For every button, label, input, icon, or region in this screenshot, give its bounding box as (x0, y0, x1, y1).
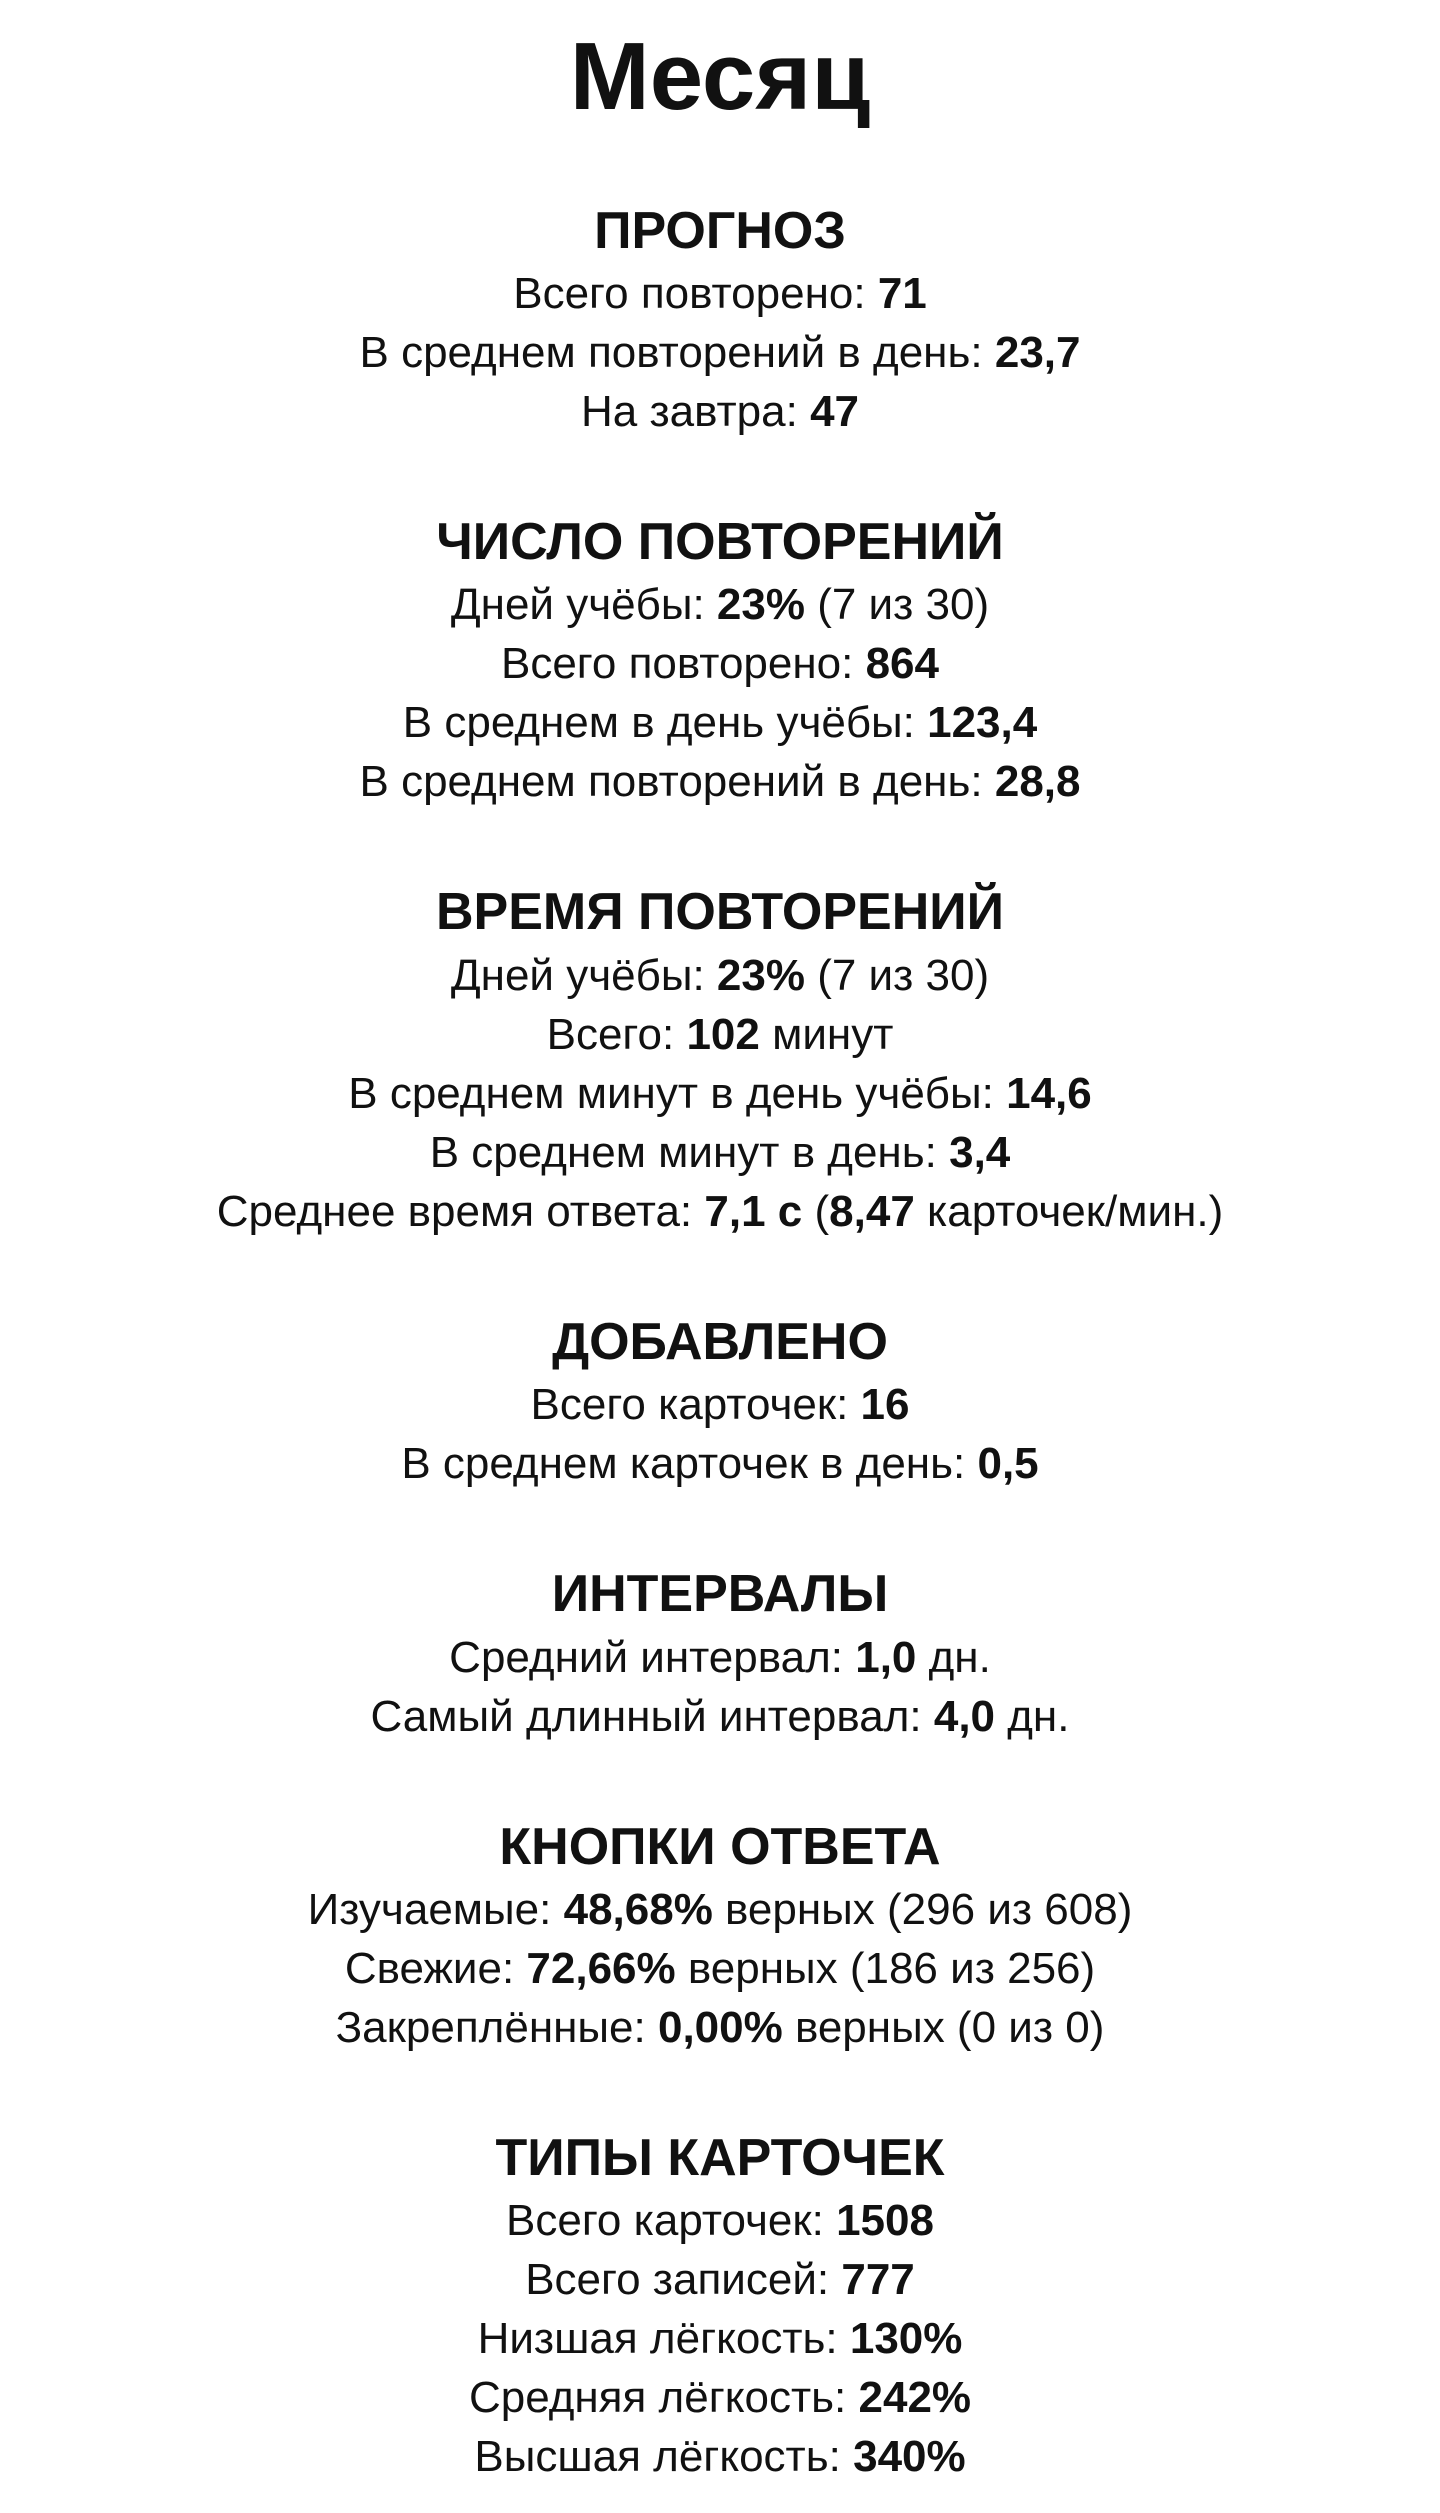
stat-value: 102 (686, 1009, 760, 1059)
stat-line (0, 1880, 1440, 1939)
stat-suffix-secondary: карточек/мин.) (914, 1186, 1224, 1236)
stat-label: В среднем повторений в день: (359, 757, 995, 807)
stat-label: Высшая лёгкость: (474, 2432, 854, 2482)
stat-value: 1,0 (855, 1632, 917, 1682)
stat-label: Всего повторено: (500, 639, 866, 689)
stat-value: 0,00% (657, 2002, 783, 2052)
stat-line (0, 2191, 1440, 2250)
stat-label: На завтра: (580, 386, 811, 436)
stat-suffix: верных (0 из 0) (782, 2002, 1105, 2052)
section-card-types (0, 2127, 1440, 2486)
stat-value: 71 (877, 268, 927, 318)
section-forecast (0, 200, 1440, 441)
stat-label: Средний интервал: (449, 1632, 856, 1682)
stat-value: 777 (841, 2255, 915, 2305)
stat-line (0, 1687, 1440, 1746)
stat-value-secondary: 8,47 (829, 1186, 915, 1236)
stat-line (0, 1998, 1440, 2057)
stat-line (0, 2368, 1440, 2427)
stat-label: Всего повторено: (513, 268, 878, 318)
stat-label: Свежие: (344, 1943, 527, 1993)
stat-value: 28,8 (994, 757, 1081, 807)
stat-value: 16 (860, 1380, 910, 1430)
section-title: ЧИСЛО ПОВТОРЕНИЙ (436, 512, 1004, 571)
stat-label: В среднем повторений в день: (359, 327, 995, 377)
stat-value: 4,0 (933, 1691, 996, 1741)
stat-line (0, 2250, 1440, 2309)
stat-label: В среднем минут в день: (429, 1127, 950, 1177)
stat-value: 14,6 (1006, 1068, 1092, 1118)
stat-value: 130% (849, 2314, 963, 2364)
stat-value: 48,68% (563, 1884, 713, 1934)
stat-line (0, 752, 1440, 811)
section-title: ДОБАВЛЕНО (552, 1312, 888, 1371)
stat-line (0, 693, 1440, 752)
stat-line (0, 1064, 1440, 1123)
stat-line (0, 1182, 1440, 1241)
stat-value: 1508 (836, 2196, 934, 2246)
stat-line (0, 382, 1440, 441)
stat-label: Средняя лёгкость: (468, 2373, 859, 2423)
stat-line (0, 323, 1440, 382)
stat-label: Изучаемые: (307, 1884, 564, 1934)
stat-value: 23,7 (994, 327, 1081, 377)
stat-line (0, 1434, 1440, 1493)
stat-suffix: верных (186 из 256) (675, 1943, 1096, 1993)
stat-label: Всего: (546, 1009, 687, 1059)
section-added (0, 1311, 1440, 1493)
stat-line (0, 2427, 1440, 2486)
section-title: ПРОГНОЗ (594, 201, 846, 260)
stat-value: 7,1 с (704, 1186, 803, 1236)
stat-label: В среднем в день учёбы: (402, 698, 928, 748)
stat-value: 864 (865, 639, 939, 689)
stat-line (0, 575, 1440, 634)
stat-suffix: ( (802, 1186, 830, 1236)
stat-line (0, 1939, 1440, 1998)
section-intervals (0, 1563, 1440, 1745)
stat-line (0, 2309, 1440, 2368)
stat-value: 123,4 (927, 698, 1038, 748)
stat-line (0, 1005, 1440, 1064)
stat-line (0, 946, 1440, 1005)
stat-label: Закреплённые: (335, 2002, 658, 2052)
stat-value: 0,5 (977, 1439, 1039, 1489)
section-title: ТИПЫ КАРТОЧЕК (495, 2128, 945, 2187)
section-title: ИНТЕРВАЛЫ (551, 1565, 889, 1624)
stat-value: 72,66% (526, 1943, 676, 1993)
stat-line (0, 264, 1440, 323)
stat-value: 23% (716, 950, 805, 1000)
stat-label: Всего карточек: (530, 1380, 861, 1430)
stat-line (0, 634, 1440, 693)
stat-label: Дней учёбы: (450, 580, 717, 630)
stat-suffix: верных (296 из 608) (712, 1884, 1133, 1934)
section-review-count (0, 511, 1440, 811)
stat-value: 23% (716, 580, 805, 630)
stat-label: Всего карточек: (506, 2196, 837, 2246)
section-title: КНОПКИ ОТВЕТА (499, 1817, 941, 1876)
section-title: ВРЕМЯ ПОВТОРЕНИЙ (435, 883, 1005, 942)
stat-label: Всего записей: (525, 2255, 842, 2305)
stat-label: В среднем карточек в день: (401, 1439, 978, 1489)
stat-label: Низшая лёгкость: (477, 2314, 850, 2364)
stat-label: В среднем минут в день учёбы: (348, 1068, 1007, 1118)
page-title: Месяц (569, 23, 871, 130)
stat-value: 242% (858, 2373, 972, 2423)
stat-label: Самый длинный интервал: (370, 1691, 934, 1741)
stat-suffix: минут (759, 1009, 894, 1059)
stat-value: 3,4 (949, 1127, 1011, 1177)
stat-line (0, 1375, 1440, 1434)
stat-line (0, 1628, 1440, 1687)
stat-label: Дней учёбы: (450, 950, 717, 1000)
stat-line (0, 1123, 1440, 1182)
stat-value: 47 (810, 386, 860, 436)
stat-suffix: дн. (916, 1632, 991, 1682)
stat-value: 340% (853, 2432, 966, 2482)
stat-suffix: дн. (995, 1691, 1070, 1741)
stat-suffix: (7 из 30) (804, 950, 990, 1000)
section-review-time (0, 881, 1440, 1240)
stat-label: Среднее время ответа: (216, 1186, 705, 1236)
section-answer-buttons (0, 1816, 1440, 2057)
stat-suffix: (7 из 30) (804, 580, 990, 630)
